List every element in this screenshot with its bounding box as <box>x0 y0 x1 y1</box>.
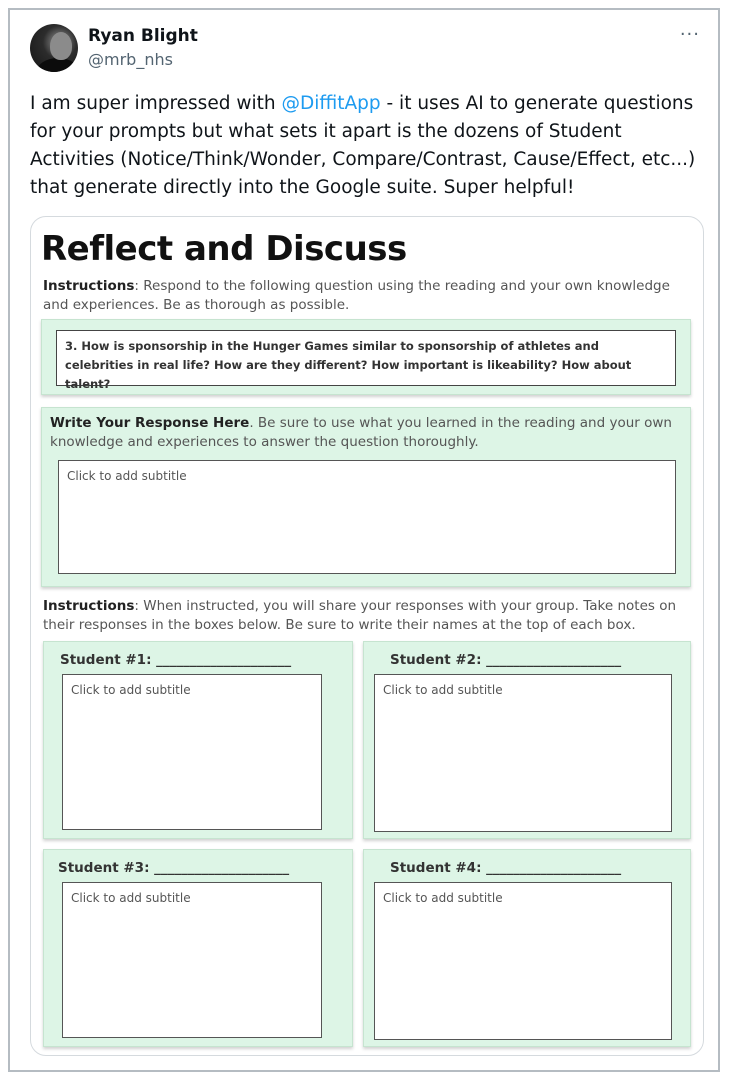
author-handle[interactable]: @mrb_nhs <box>88 50 173 69</box>
response-input[interactable]: Click to add subtitle <box>58 460 676 574</box>
avatar-shoulder <box>36 58 78 72</box>
student-1-panel <box>43 641 353 839</box>
student-4-notes[interactable]: Click to add subtitle <box>374 882 672 1040</box>
student-2-panel <box>363 641 691 839</box>
student-3-label: Student #3: ____________________ <box>58 860 290 876</box>
share-text: : When instructed, you will share your responses with your group. Take notes on their responses in the boxes below. Be sure to write their names at the top of each box. <box>43 598 677 633</box>
worksheet-instructions <box>43 277 693 315</box>
student-2-label: Student #2: ____________________ <box>390 652 622 668</box>
student-3-panel <box>43 849 353 1047</box>
avatar-face <box>50 32 72 60</box>
student-1-label: Student #1: ____________________ <box>60 652 292 668</box>
tweet-text <box>30 90 702 202</box>
author-name[interactable]: Ryan Blight <box>88 26 198 46</box>
instructions-text: : Respond to the following question using the reading and your own knowledge and experiences. Be as thorough as possible. <box>43 278 670 313</box>
avatar[interactable] <box>30 24 78 72</box>
tweet-text-after: - it uses AI to generate questions for your prompts but what sets it apart is the dozens of Student Activities (Notice/Think/Wonder, Compare/Contrast, Cause/Effect, etc...) that generate directly into the Google suite. Super helpful! <box>30 93 696 198</box>
student-1-notes[interactable]: Click to add subtitle <box>62 674 322 830</box>
student-2-notes[interactable]: Click to add subtitle <box>374 674 672 832</box>
student-4-panel <box>363 849 691 1047</box>
mention-link[interactable]: @DiffitApp <box>281 93 381 114</box>
tweet-text-before: I am super impressed with <box>30 93 282 114</box>
question-panel <box>41 319 691 395</box>
question-box: 3. How is sponsorship in the Hunger Games similar to sponsorship of athletes and celebrities in real life? How are they different? How important is likeability? How about talent? <box>56 330 676 386</box>
share-label: Instructions <box>43 598 135 614</box>
more-options-icon[interactable]: ··· <box>679 24 700 45</box>
attached-image[interactable] <box>30 216 704 1056</box>
tweet-card[interactable] <box>8 8 720 1072</box>
worksheet-title: Reflect and Discuss <box>41 229 407 269</box>
response-panel <box>41 407 691 587</box>
response-label: Write Your Response Here <box>50 415 250 431</box>
response-instructions <box>50 414 680 452</box>
instructions-label: Instructions <box>43 278 135 294</box>
student-3-notes[interactable]: Click to add subtitle <box>62 882 322 1038</box>
share-instructions <box>43 597 693 635</box>
response-text: . Be sure to use what you learned in the reading and your own knowledge and experiences to answer the question thoroughly. <box>50 415 672 450</box>
student-4-label: Student #4: ____________________ <box>390 860 622 876</box>
